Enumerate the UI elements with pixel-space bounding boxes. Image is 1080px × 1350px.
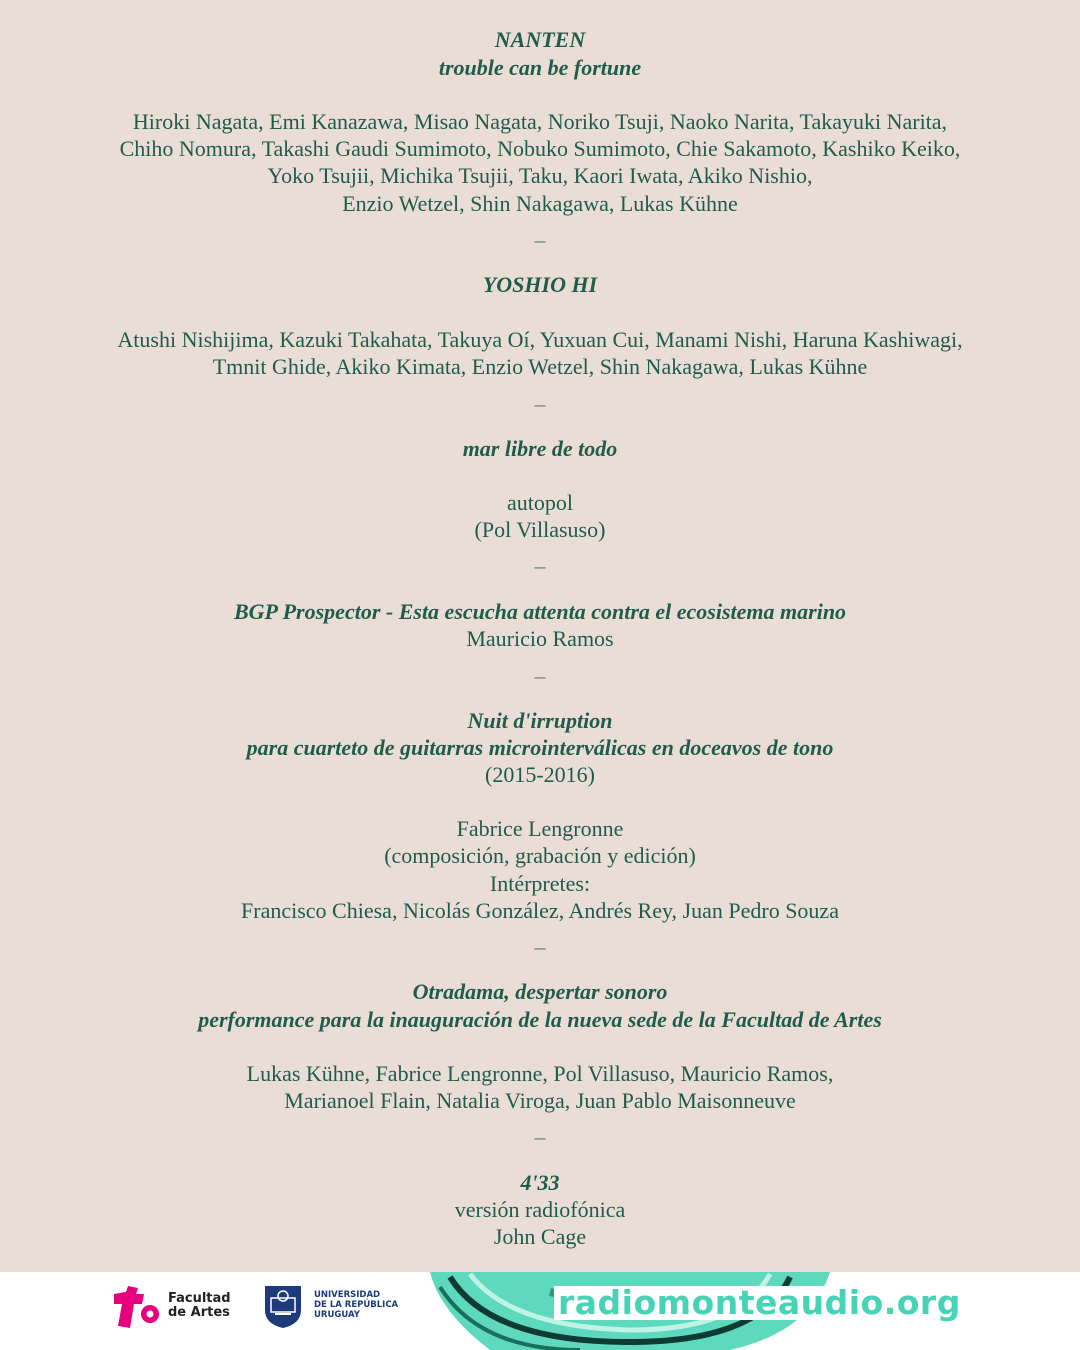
website-link[interactable]: radiomonteaudio.org [554,1286,965,1320]
facultad-de-artes-logo [112,1286,160,1330]
performers-line: Marianoel Flain, Natalia Viroga, Juan Pablo Maisonneuve [284,1088,796,1113]
performers-line: Yoko Tsujii, Michika Tsujii, Taku, Kaori Iwata, Akiko Nishio, [267,163,813,188]
performers-line: Atushi Nishijima, Kazuki Takahata, Takuya Oí, Yuxuan Cui, Manami Nishi, Haruna Kashiwagi, [117,327,963,352]
facultad-line: Facultad [168,1291,231,1306]
performers-line: Lukas Kühne, Fabrice Lengronne, Pol Villasuso, Mauricio Ramos, [246,1061,834,1086]
performers-line: Francisco Chiesa, Nicolás González, Andrés Rey, Juan Pedro Souza [241,898,839,923]
work-title: mar libre de todo [462,436,618,461]
performers-line: Enzio Wetzel, Shin Nakagawa, Lukas Kühne [342,191,738,216]
udelar-line: DE LA REPÚBLICA [314,1300,399,1310]
work-title: 4'33 [520,1170,560,1195]
udelar-line: UNIVERSIDAD [314,1290,381,1300]
work-title: NANTEN [494,27,586,52]
facultad-line: de Artes [168,1305,230,1320]
work-title: Nuit d'irruption [467,708,613,733]
performers-line: Fabrice Lengronne [456,816,624,841]
udelar-name [314,1290,398,1320]
work-subtitle: trouble can be fortune [438,55,642,80]
performers-line: (composición, grabación y edición) [384,843,696,868]
footer [0,1272,1080,1350]
udelar-shield-logo [263,1284,303,1330]
performers-line: (Pol Villasuso) [474,517,606,542]
work-title: BGP Prospector - Esta escucha attenta contra el ecosistema marino [233,599,847,624]
separator: – [534,553,546,578]
performers-line: versión radiofónica [454,1197,626,1222]
separator: – [534,663,546,688]
performers-line: Tmnit Ghide, Akiko Kimata, Enzio Wetzel, Shin Nakagawa, Lukas Kühne [212,354,868,379]
performers-line: Mauricio Ramos [466,626,614,651]
facultad-de-artes-name [168,1292,231,1320]
work-title: Otradama, despertar sonoro [412,979,668,1004]
work-subtitle: para cuarteto de guitarras microinterválicas en doceavos de tono [246,735,834,760]
work-subtitle: performance para la inauguración de la nueva sede de la Facultad de Artes [198,1007,882,1032]
separator: – [534,934,546,959]
separator: – [534,391,546,416]
separator: – [534,227,546,252]
work-title: YOSHIO HI [482,272,598,297]
performers-line: Chiho Nomura, Takashi Gaudi Sumimoto, Nobuko Sumimoto, Chie Sakamoto, Kashiko Keiko, [119,136,961,161]
performers-line: Hiroki Nagata, Emi Kanazawa, Misao Nagata, Noriko Tsuji, Naoko Narita, Takayuki Narita, [132,109,948,134]
separator: – [534,1124,546,1149]
performers-line: autopol [507,490,573,515]
performers-line: John Cage [493,1224,587,1249]
udelar-line: URUGUAY [314,1310,360,1320]
performers-line: (2015-2016) [485,762,595,787]
performers-line: Intérpretes: [489,871,591,896]
